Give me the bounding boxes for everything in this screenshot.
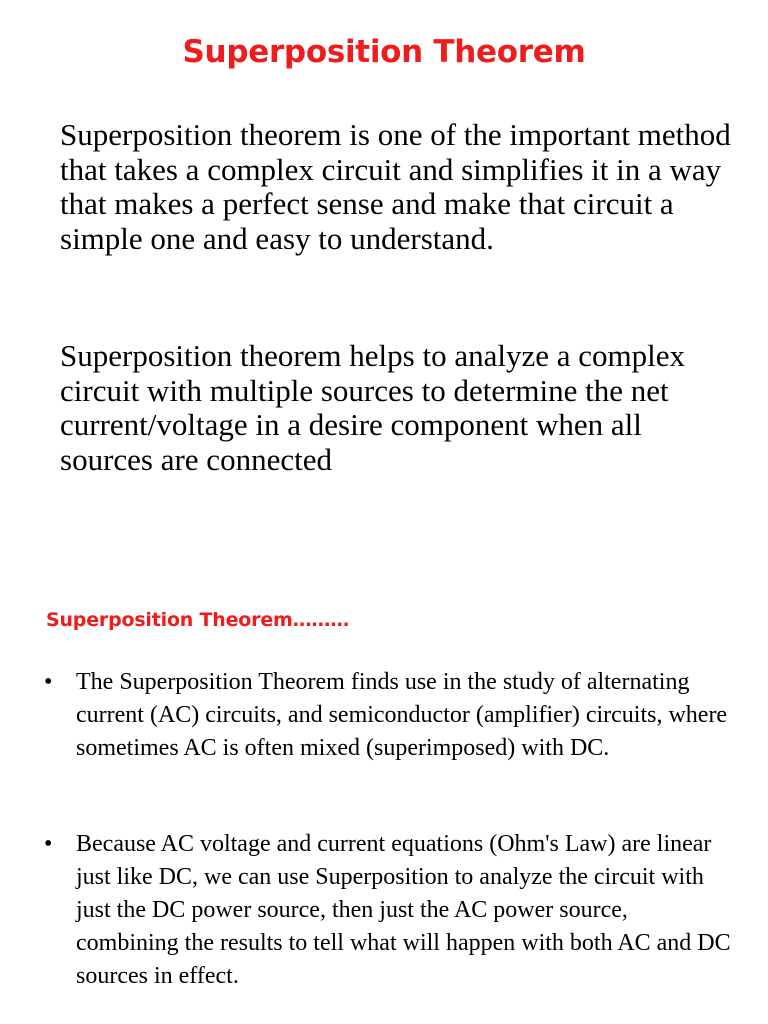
slide-title: Superposition Theorem: [182, 34, 586, 70]
slide-subtitle: Superposition Theorem………: [46, 609, 350, 631]
bullet-item: [44, 666, 734, 765]
intro-paragraph: Superposition theorem is one of the important method that takes a complex circuit and simplifies it in a way that makes a perfect sense and make that circuit a simple one and easy to understand.: [60, 117, 731, 256]
analysis-paragraph: Superposition theorem helps to analyze a complex circuit with multiple sources to determine the net current/voltage in a desire component when all sources are connected: [60, 338, 685, 477]
slide-2: [0, 560, 768, 1024]
bullet-text: Because AC voltage and current equations (Ohm's Law) are linear just like DC, we can use Superposition to analyze the circuit with just the DC power source, then just the AC power source, combining the results to tell what will happen with both AC and DC sources in effect.: [76, 831, 731, 989]
bullet-item: [44, 828, 734, 993]
bullet-icon: •: [44, 669, 53, 695]
bullet-icon: •: [44, 831, 53, 857]
bullet-text: The Superposition Theorem finds use in the study of alternating current (AC) circuits, and semiconductor (amplifier) circuits, where sometimes AC is often mixed (superimposed) with DC.: [76, 669, 728, 761]
